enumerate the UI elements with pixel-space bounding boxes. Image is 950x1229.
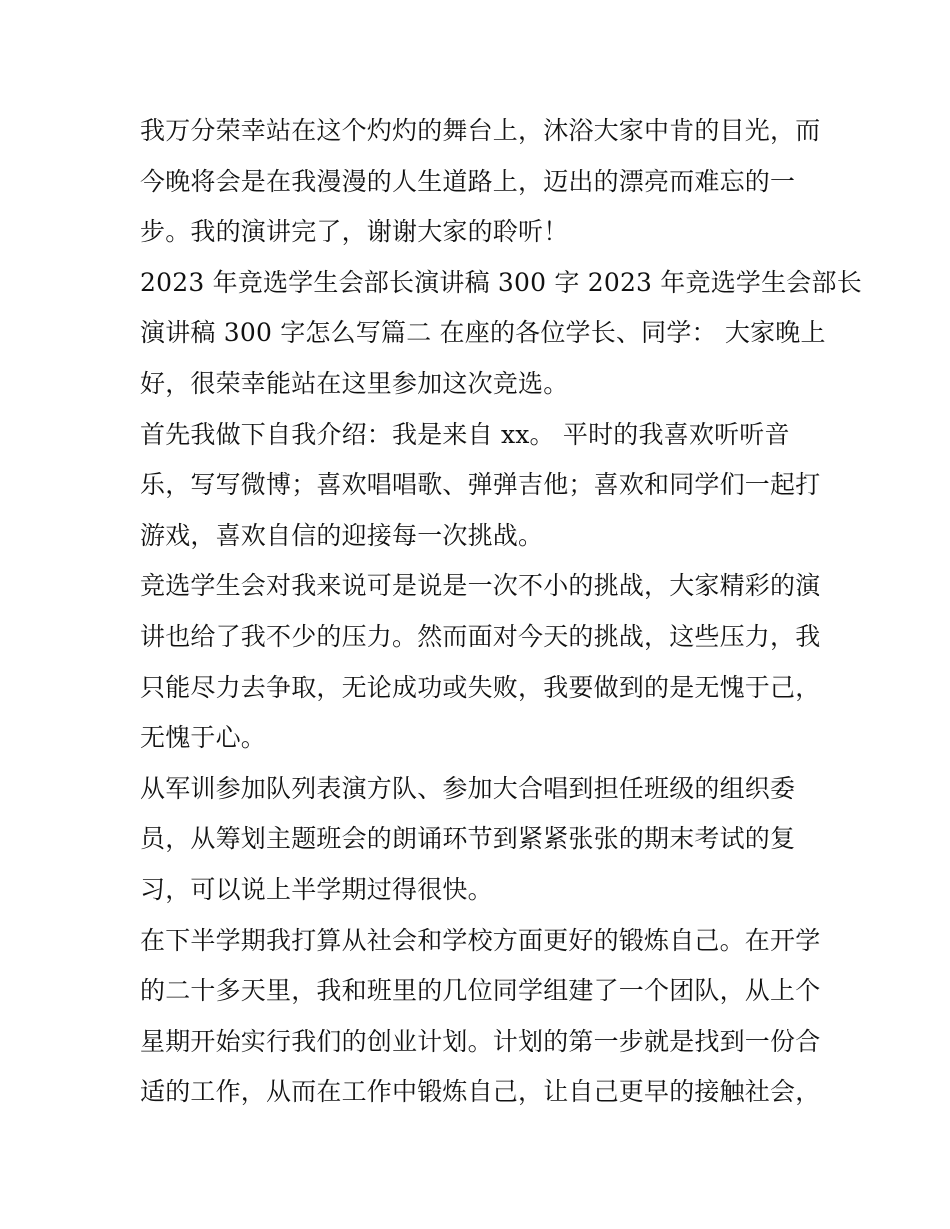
text-line: 在下半学期我打算从社会和学校方面更好的锻炼自己。在开学 [140,925,821,955]
text-line: 乐，写写微博；喜欢唱唱歌、弹弹吉他；喜欢和同学们一起打 [140,470,821,500]
text-line: 今晚将会是在我漫漫的人生道路上，迈出的漂亮而难忘的一 [140,166,796,196]
text-line: 的二十多天里，我和班里的几位同学组建了一个团队，从上个 [140,976,821,1006]
document-body [140,106,862,1118]
text-line: 好，很荣幸能站在这里参加这次竞选。 [140,368,569,398]
text-line: 我万分荣幸站在这个灼灼的舞台上，沐浴大家中肯的目光，而 [140,116,821,145]
text-line: 游戏，喜欢自信的迎接每一次挑战。 [140,520,544,550]
text-line: 步。我的演讲完了，谢谢大家的聆听！ [140,217,569,247]
text-line: 讲也给了我不少的压力。然而面对今天的挑战，这些压力，我 [140,621,821,651]
text-line: 习，可以说上半学期过得很快。 [140,874,493,904]
text-line: 星期开始实行我们的创业计划。计划的第一步就是找到一份合 [140,1026,821,1056]
text-line: 从军训参加队列表演方队、参加大合唱到担任班级的组织委 [140,773,796,803]
text-line: 竞选学生会对我来说可是说是一次不小的挑战，大家精彩的演 [140,571,821,601]
text-line: 首先我做下自我介绍：我是来自 xx。 平时的我喜欢听听音 [140,419,790,449]
text-line: 适的工作，从而在工作中锻炼自己，让自己更早的接触社会， [140,1077,821,1107]
text-line: 演讲稿 300 字怎么写篇二 在座的各位学长、同学： 大家晚上 [140,318,826,348]
text-line: 员，从筹划主题班会的朗诵环节到紧紧张张的期末考试的复 [140,824,796,854]
text-line: 无愧于心。 [140,723,267,753]
text-line: 只能尽力去争取，无论成功或失败，我要做到的是无愧于己， [140,672,821,702]
text-line: 2023 年竞选学生会部长演讲稿 300 字 2023 年竞选学生会部长 [140,267,862,297]
